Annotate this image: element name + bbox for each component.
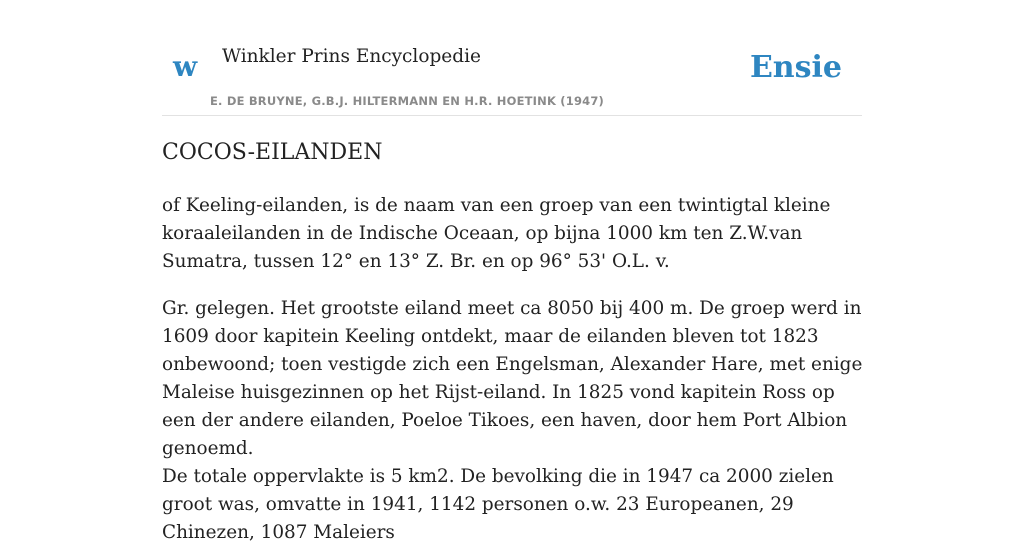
article-paragraph: De totale oppervlakte is 5 km2. De bevolking die in 1947 ca 2000 zielen groot was, omvatte in 1941, 1142 personen o.w. 23 Europeanen, 29 Chinezen, 1087 Maleiers [162, 466, 834, 543]
site-logo[interactable]: Ensie [749, 50, 842, 85]
article-paragraph: Gr. gelegen. Het grootste eiland meet ca 8050 bij 400 m. De groep werd in 1609 door kapitein Keeling ontdekt, maar de eilanden bleven tot 1823 onbewoond; toen vestigde zich een Engelsman, Alexander Hare, met enige Maleise huisgezinnen op het Rijst-eiland. In 1825 vond kapitein Ross op een der andere eilanden, Poeloe Tikoes, een haven, door hem Port Albion genoemd. [162, 298, 863, 459]
publication-logo[interactable]: w [173, 50, 198, 83]
entry-title: COCOS-EILANDEN [162, 140, 383, 165]
publication-authors: E. DE BRUYNE, G.B.J. HILTERMANN EN H.R. HOETINK (1947) [210, 94, 605, 108]
publication-title: Winkler Prins Encyclopedie [222, 46, 481, 67]
header [162, 40, 862, 116]
article-paragraph: of Keeling-eilanden, is de naam van een groep van een twintigtal kleine koraaleilanden in de Indische Oceaan, op bijna 1000 km ten Z.W.van Sumatra, tussen 12° en 13° Z. Br. en op 96° 53' O.L. v. [162, 195, 831, 272]
